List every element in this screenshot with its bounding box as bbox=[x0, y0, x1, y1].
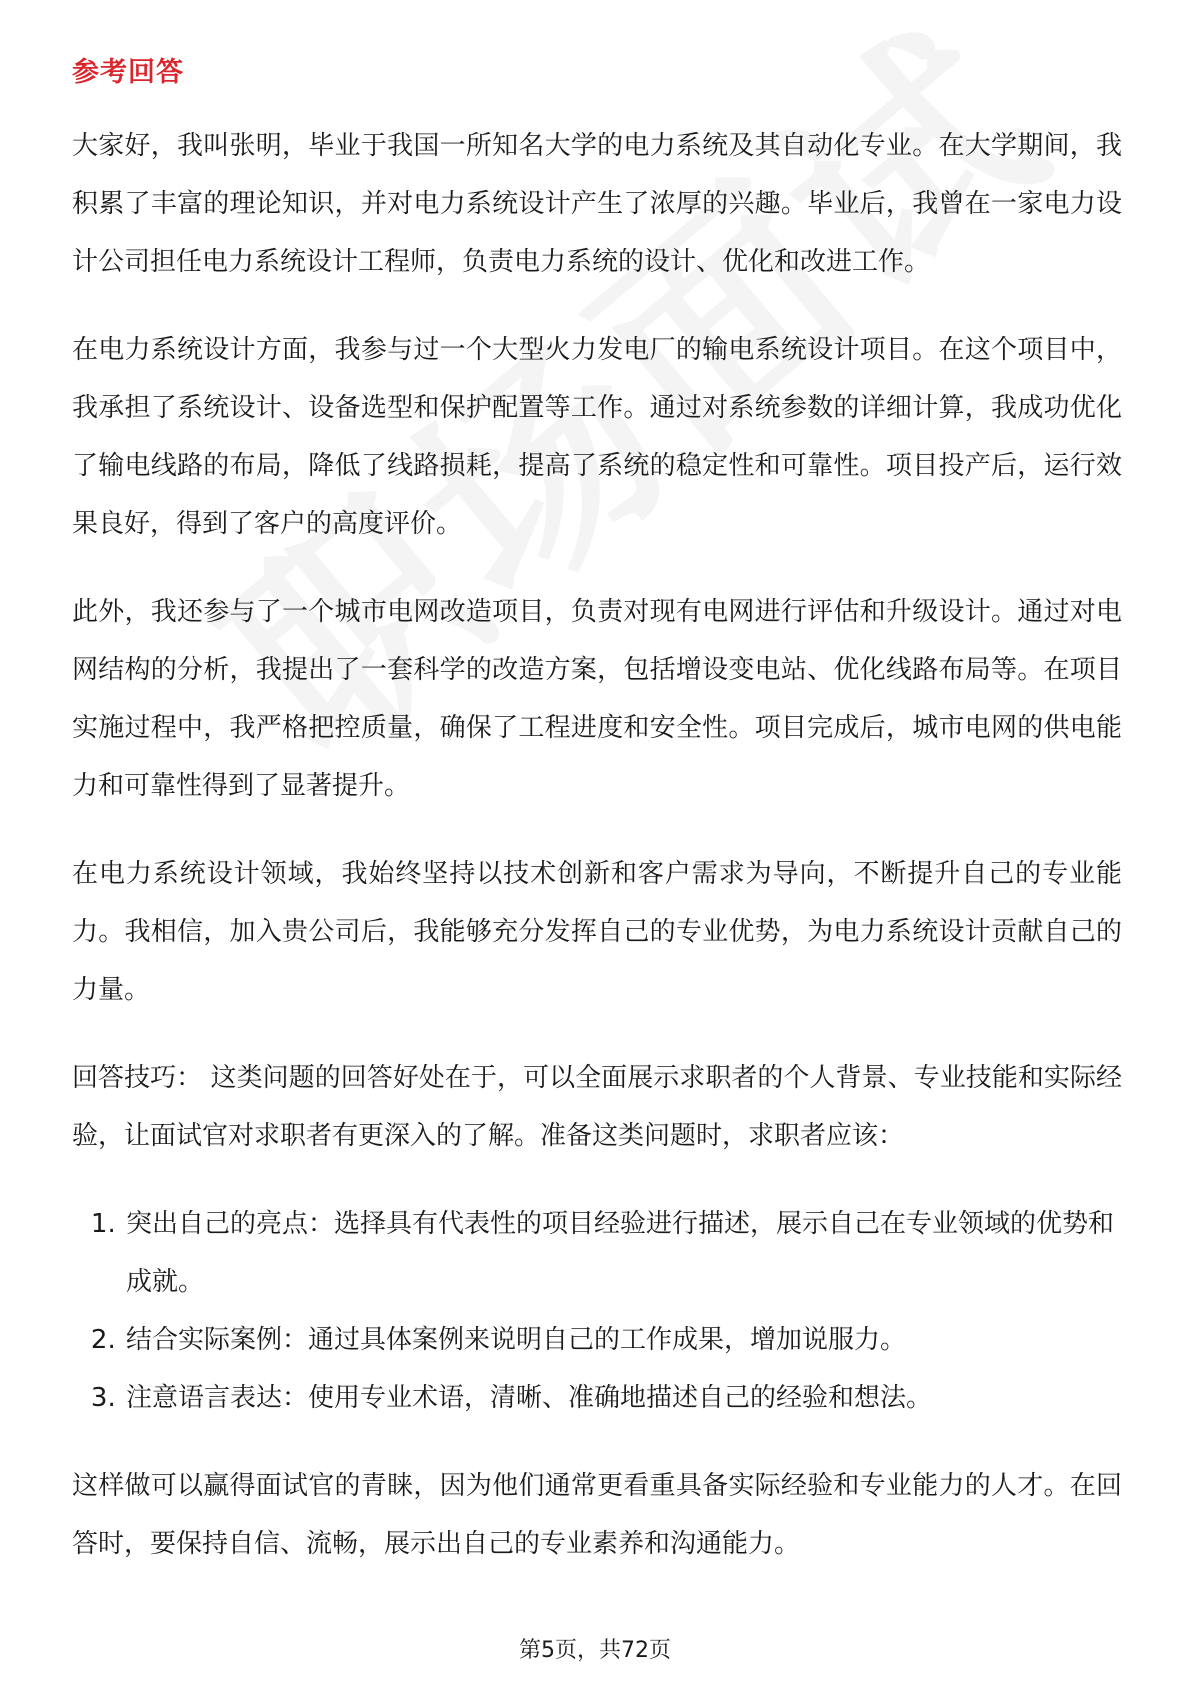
tips-list-item: 1. 突出自己的亮点：选择具有代表性的项目经验进行描述，展示自己在专业领域的优势和成就。 bbox=[124, 1195, 1122, 1311]
paragraph-conclusion: 在电力系统设计领域，我始终坚持以技术创新和客户需求为导向，不断提升自己的专业能力。我相信，加入贵公司后，我能够充分发挥自己的专业优势，为电力系统设计贡献自己的力量。 bbox=[72, 859, 1122, 1005]
tips-list bbox=[72, 1195, 1122, 1427]
tips-list-item: 2. 结合实际案例：通过具体案例来说明自己的工作成果，增加说服力。 bbox=[124, 1311, 1122, 1369]
paragraph-grid-project: 此外，我还参与了一个城市电网改造项目，负责对现有电网进行评估和升级设计。通过对电网结构的分析，我提出了一套科学的改造方案，包括增设变电站、优化线路布局等。在项目实施过程中，我严格把控质量，确保了工程进度和安全性。项目完成后，城市电网的供电能力和可靠性得到了显著提升。 bbox=[72, 597, 1122, 801]
paragraph-power-plant-project: 在电力系统设计方面，我参与过一个大型火力发电厂的输电系统设计项目。在这个项目中，我承担了系统设计、设备选型和保护配置等工作。通过对系统参数的详细计算，我成功优化了输电线路的布局，降低了线路损耗，提高了系统的稳定性和可靠性。项目投产后，运行效果良好，得到了客户的高度评价。 bbox=[72, 335, 1122, 539]
paragraph-answer-tips: 回答技巧： 这类问题的回答好处在于，可以全面展示求职者的个人背景、专业技能和实际经验，让面试官对求职者有更深入的了解。准备这类问题时，求职者应该： bbox=[72, 1063, 1122, 1151]
paragraph-closing: 这样做可以赢得面试官的青睐，因为他们通常更看重具备实际经验和专业能力的人才。在回答时，要保持自信、流畅，展示出自己的专业素养和沟通能力。 bbox=[72, 1471, 1122, 1559]
page-number: 第5页，共72页 bbox=[519, 1638, 671, 1663]
section-heading: 参考回答 bbox=[72, 57, 184, 88]
tips-list-item: 3. 注意语言表达：使用专业术语，清晰、准确地描述自己的经验和想法。 bbox=[124, 1369, 1122, 1427]
answer-body bbox=[72, 117, 1122, 1603]
paragraph-intro: 大家好，我叫张明，毕业于我国一所知名大学的电力系统及其自动化专业。在大学期间，我积累了丰富的理论知识，并对电力系统设计产生了浓厚的兴趣。毕业后，我曾在一家电力设计公司担任电力系统设计工程师，负责电力系统的设计、优化和改进工作。 bbox=[72, 131, 1122, 277]
